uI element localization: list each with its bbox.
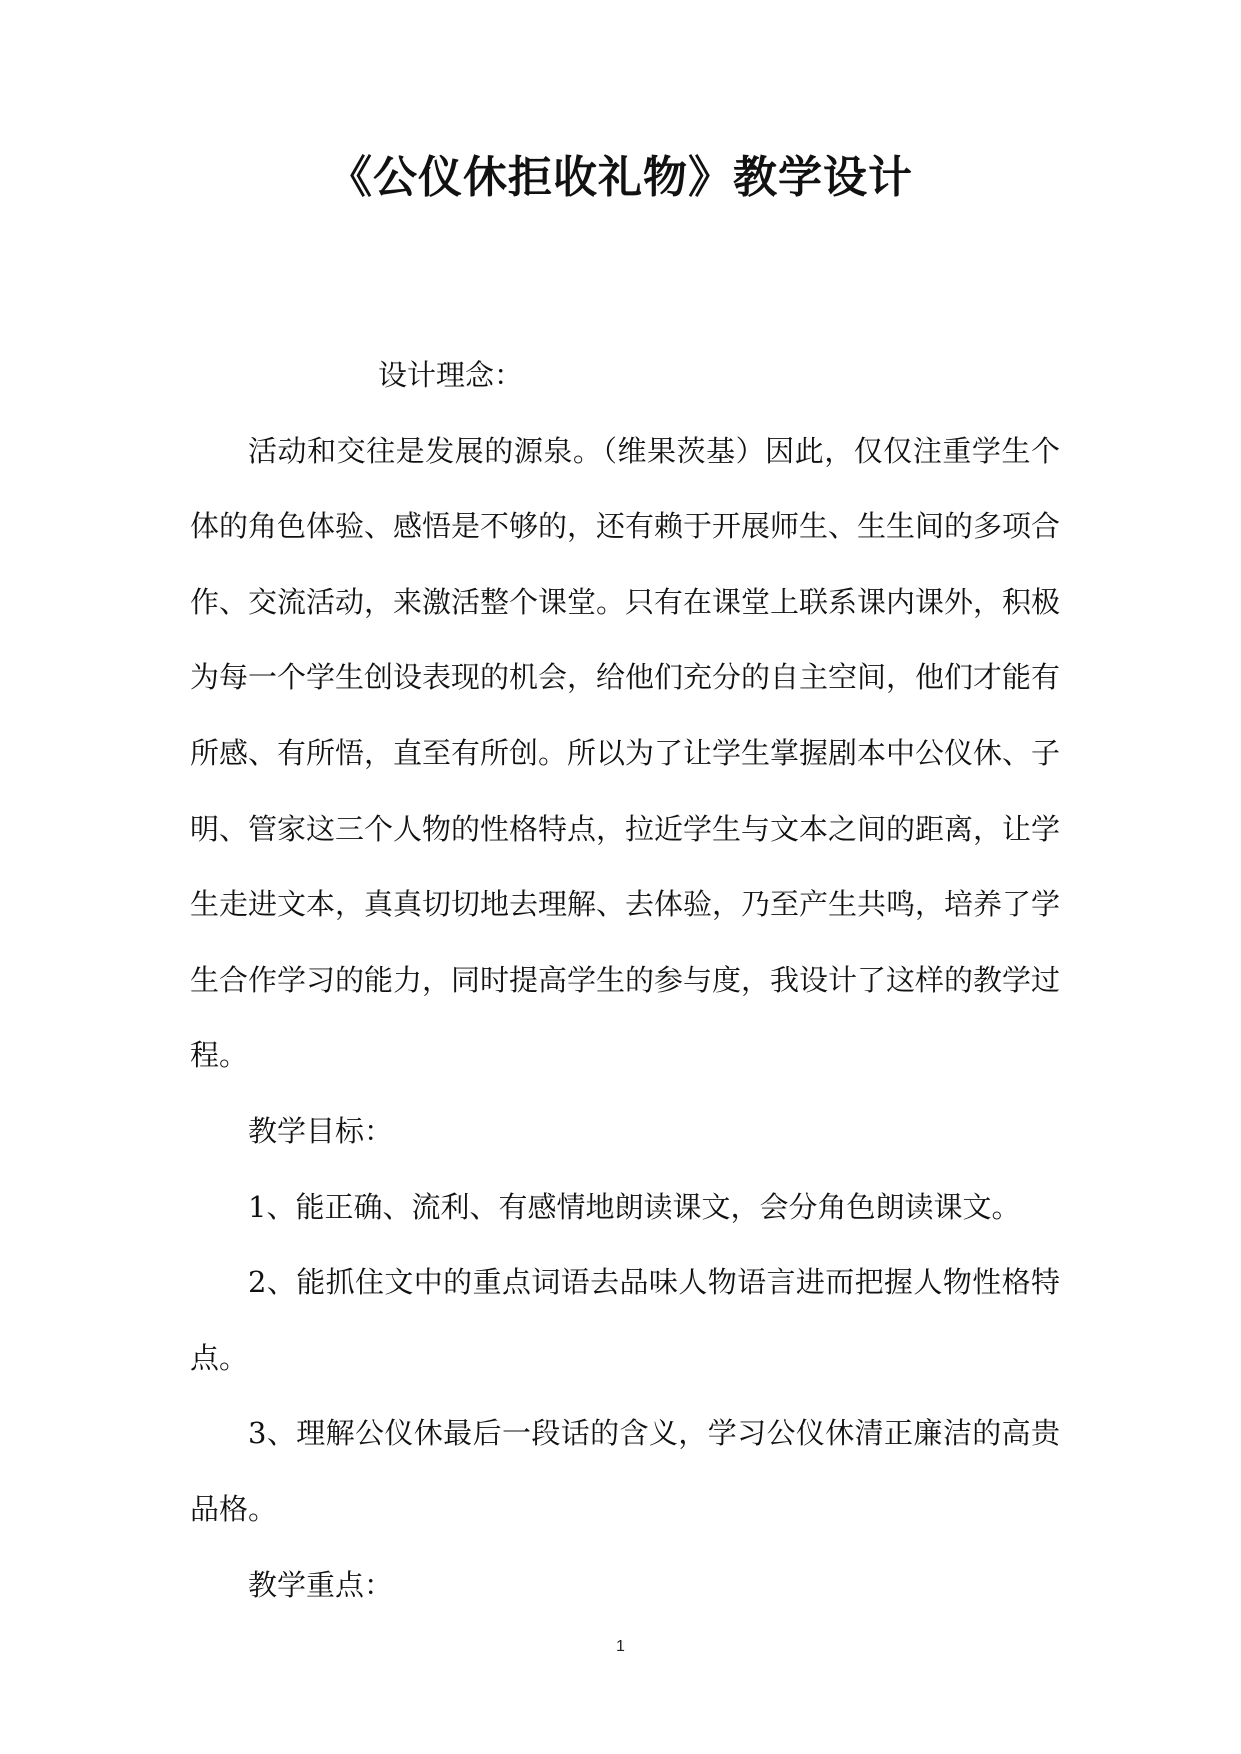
section-heading-goals: 教学目标： xyxy=(248,1113,394,1148)
section-heading-design-concept: 设计理念： xyxy=(378,358,524,392)
goal-item-1: 1、能正确、流利、有感情地朗读课文，会分角色朗读课文。 xyxy=(248,1189,1021,1224)
document-title: 《公仪休拒收礼物》教学设计 xyxy=(328,152,913,203)
document-body xyxy=(190,338,1060,1623)
section-heading-key-points: 教学重点： xyxy=(248,1567,394,1602)
page-number: 1 xyxy=(616,1638,625,1655)
goal-item-2: 2、能抓住文中的重点词语去品味人物语言进而把握人物性格特点。 xyxy=(190,1265,1060,1375)
design-concept-paragraph: 活动和交往是发展的源泉。（维果茨基）因此，仅仅注重学生个体的角色体验、感悟是不够的，还有赖于开展师生、生生间的多项合作、交流活动，来激活整个课堂。只有在课堂上联系课内课外，积极为每一个学生创设表现的机会，给他们充分的自主空间，他们才能有所感、有所悟，直至有所创。所以为了让学生掌握剧本中公仪休、子明、管家这三个人物的性格特点，拉近学生与文本之间的距离，让学生走进文本，真真切切地去理解、去体验，乃至产生共鸣，培养了学生合作学习的能力，同时提高学生的参与度，我设计了这样的教学过程。 xyxy=(190,433,1061,1073)
goal-item-3: 3、理解公仪休最后一段话的含义，学习公仪休清正廉洁的高贵品格。 xyxy=(190,1416,1060,1526)
